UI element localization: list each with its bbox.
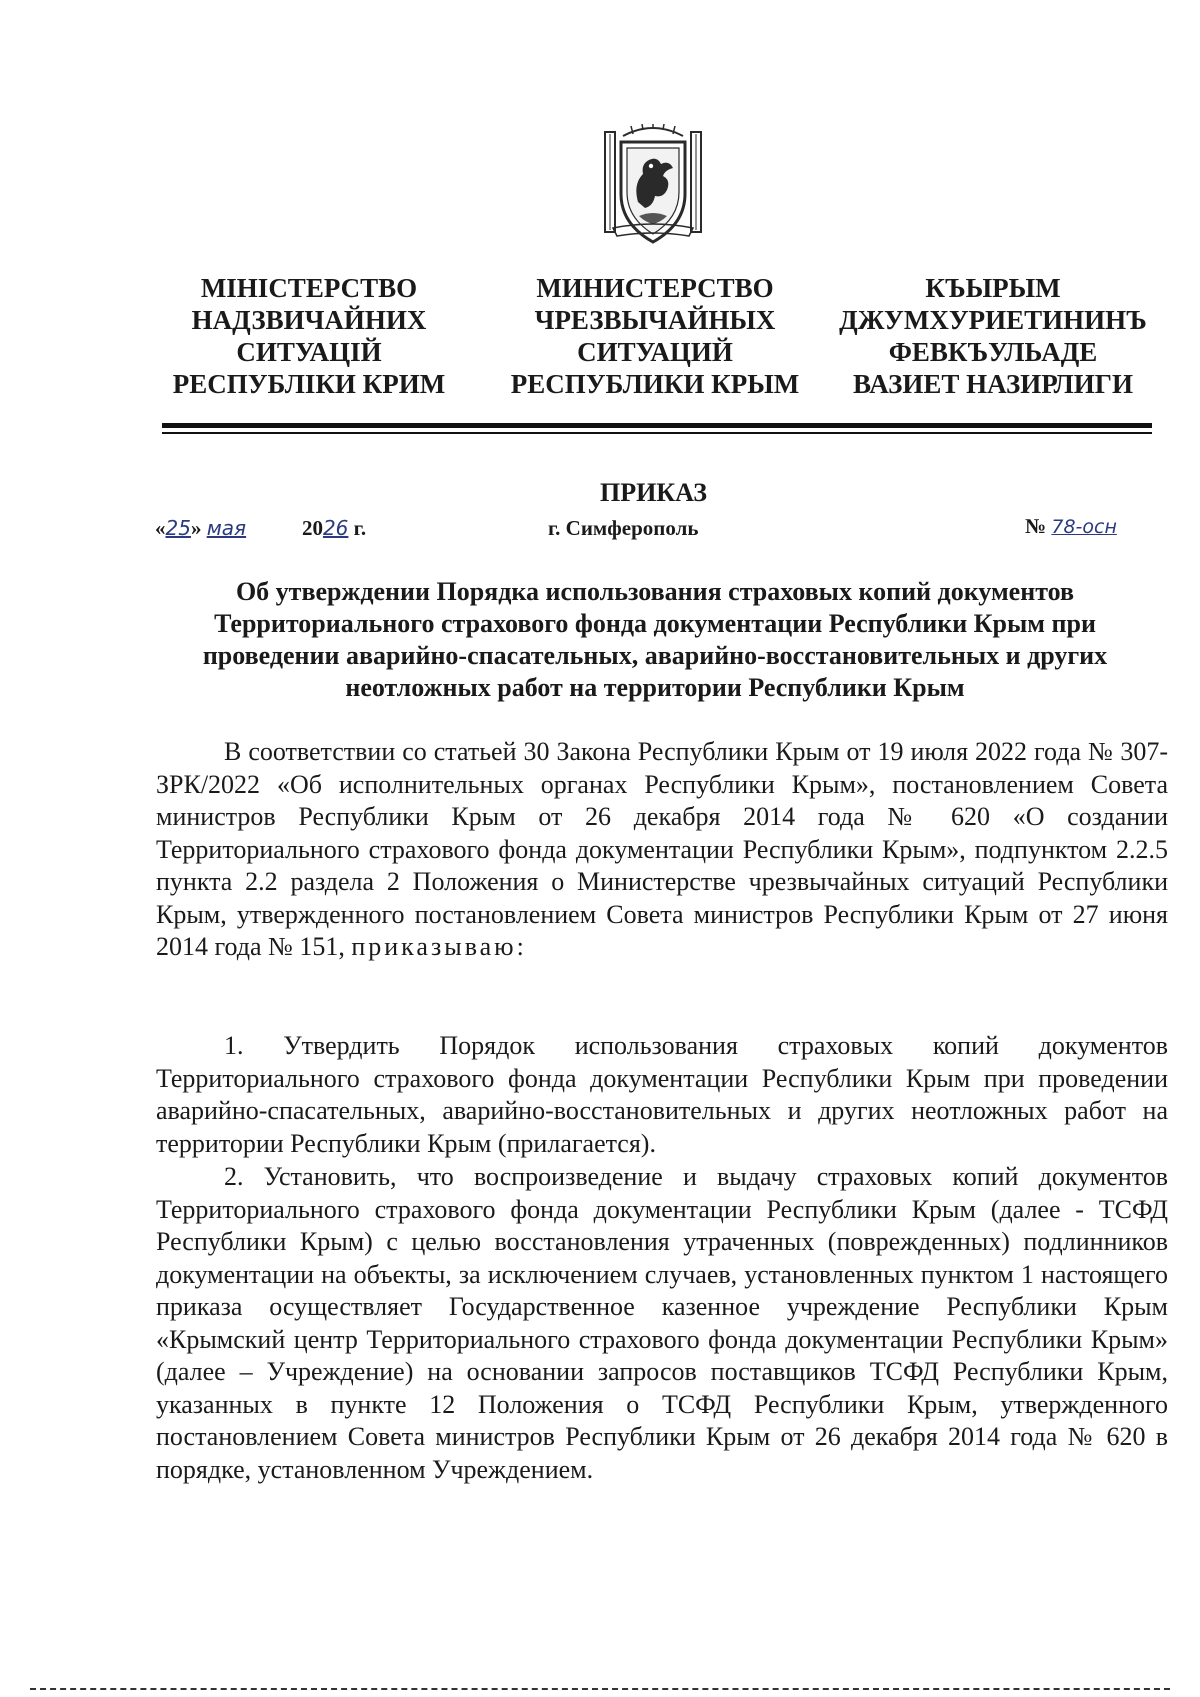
number-prefix: № bbox=[1025, 514, 1047, 538]
org-ct-line: КЪЫРЫМ bbox=[925, 273, 1061, 303]
scan-bottom-edge bbox=[30, 1688, 1170, 1690]
date-close-quote: » bbox=[190, 516, 202, 540]
order-title: ПРИКАЗ bbox=[599, 478, 708, 507]
subject-line: проведении аварийно-спасательных, аварийно-восстановительных и других bbox=[202, 641, 1108, 670]
ministry-name-ukrainian bbox=[150, 272, 468, 400]
org-ct-line: ДЖУМХУРИЕТИНИНЪ bbox=[839, 305, 1147, 335]
header-divider-thin bbox=[162, 432, 1152, 434]
org-ru-line: СИТУАЦИЙ bbox=[577, 337, 733, 367]
item-2-paragraph: 2. Установить, что воспроизведение и выдачу страховых копий документов Территориального страхового фонда документации Республики Крым (далее - ТСФД Республики Крым) с целью восстановления утраченных (поврежденных) подлинников документации на объекты, за исключением случаев, установленных пунктом 1 настоящего приказа осуществляет Государственное казенное учреждение Республики Крым «Крымский центр Территориального страхового фонда документации Республики Крым» (далее – Учреждение) на основании запросов поставщиков ТСФД Республики Крым, указанных в пункте 12 Положения о ТСФД Республики Крым, утвержденного постановлением Совета министров Республики Крым от 26 декабря 2014 года № 620 в порядке, установленном Учреждением. bbox=[156, 1162, 1168, 1484]
ministry-name-crimean-tatar bbox=[828, 272, 1158, 400]
subject-line: Об утверждении Порядка использования страховых копий документов bbox=[235, 577, 1075, 606]
org-ct-line: ВАЗИЕТ НАЗИРЛИГИ bbox=[853, 369, 1133, 399]
date-day: 25 bbox=[165, 516, 191, 540]
order-subject bbox=[150, 576, 1160, 704]
order-city: г. Симферополь bbox=[548, 516, 699, 540]
org-ru-line: МИНИСТЕРСТВО bbox=[536, 273, 774, 303]
org-ru-line: ЧРЕЗВЫЧАЙНЫХ bbox=[534, 305, 776, 335]
subject-line: Территориального страхового фонда документации Республики Крым при bbox=[214, 609, 1096, 638]
header-divider-thick bbox=[162, 423, 1152, 428]
number-value: 78-осн bbox=[1051, 516, 1117, 538]
item-1-paragraph: 1. Утвердить Порядок использования страховых копий документов Территориального страхового фонда документации Республики Крым при проведении аварийно-спасательных, аварийно-восстановительных и других неотложных работ на территории Республики Крым (прилагается). bbox=[156, 1031, 1168, 1158]
subject-line: неотложных работ на территории Республики Крым bbox=[345, 673, 965, 702]
preamble-text: В соответствии со статьей 30 Закона Республики Крым от 19 июля 2022 года № 307-ЗРК/2022 «Об исполнительных органах Республики Крым», постановлением Совета министров Республики Крым от 26 декабря 2014 года № 620 «О создании Территориального страхового фонда документации Республики Крым», подпунктом 2.2.5 пункта 2.2 раздела 2 Положения о Министерстве чрезвычайных ситуаций Республики Крым, утвержденного постановлением Совета министров Республики Крым от 27 июня 2014 года № 151, bbox=[156, 737, 1168, 961]
preamble-paragraph bbox=[156, 736, 1168, 964]
org-ua-line: СИТУАЦІЙ bbox=[236, 337, 382, 367]
org-ct-line: ФЕВКЪУЛЬАДЕ bbox=[888, 337, 1098, 367]
date-month: мая bbox=[206, 516, 247, 540]
org-ru-line: РЕСПУБЛИКИ КРЫМ bbox=[510, 369, 800, 399]
date-open-quote: « bbox=[155, 516, 166, 540]
org-ua-line: РЕСПУБЛІКИ КРИМ bbox=[172, 369, 446, 399]
org-ua-line: МІНІСТЕРСТВО bbox=[200, 273, 418, 303]
date-year-prefix: 20 bbox=[301, 516, 323, 540]
order-number bbox=[1025, 514, 1117, 539]
ministry-name-russian bbox=[490, 272, 820, 400]
order-date bbox=[155, 516, 366, 541]
coat-of-arms-crimea-icon bbox=[603, 124, 703, 249]
order-word: приказываю: bbox=[351, 932, 527, 961]
org-ua-line: НАДЗВИЧАЙНИХ bbox=[191, 305, 427, 335]
date-year-suffix: 26 bbox=[322, 516, 349, 540]
date-g: г. bbox=[353, 516, 367, 540]
